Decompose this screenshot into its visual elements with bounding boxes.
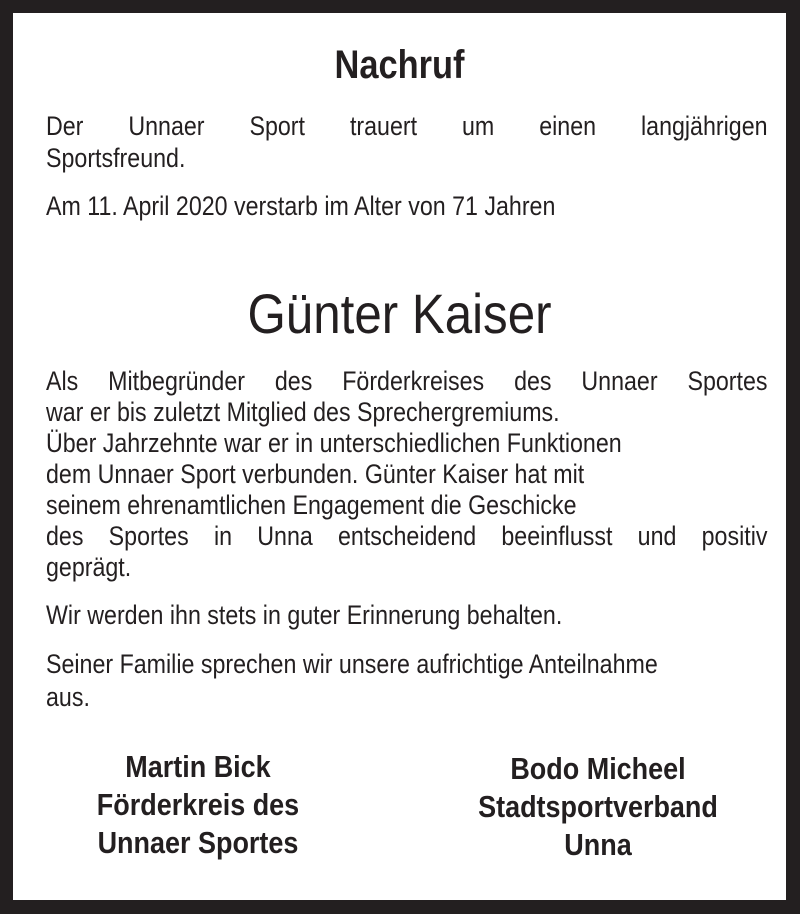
intro-line-1 [46, 113, 768, 140]
obituary-title: Nachruf [334, 43, 465, 87]
word: entscheidend [338, 521, 477, 551]
word: um [462, 111, 495, 141]
word: positiv [701, 521, 768, 551]
word: Sportes [687, 366, 768, 396]
word: des [514, 366, 552, 396]
tribute-line-2: war er bis zuletzt Mitglied des Sprechergremiums. [46, 397, 560, 427]
word: Förderkreises [342, 366, 485, 396]
signatory-org-line-1: Stadtsportverband [478, 789, 718, 824]
obituary-frame [13, 13, 786, 900]
signatory-name: Martin Bick [125, 749, 271, 784]
tribute-line-7: geprägt. [46, 552, 132, 582]
word: des [46, 521, 84, 551]
signatory-right [468, 750, 729, 864]
word: Unnaer [581, 366, 658, 396]
word: trauert [349, 111, 418, 141]
tribute-line-1 [46, 368, 768, 395]
condolence-line-1: Seiner Familie sprechen wir unsere aufrichtige Anteilnahme [46, 649, 658, 679]
word: langjährigen [640, 111, 768, 141]
condolence-line-2: aus. [46, 682, 90, 712]
intro-line-2: Sportsfreund. [46, 143, 186, 173]
tribute-line-4: dem Unnaer Sport verbunden. Günter Kaiser hat mit [46, 459, 585, 489]
word: einen [539, 111, 597, 141]
death-notice: Am 11. April 2020 verstarb im Alter von 71 Jahren [46, 191, 556, 221]
signatory-left [68, 748, 329, 862]
word: Unnaer [128, 111, 205, 141]
word: beeinflusst [501, 521, 613, 551]
word: Mitbegründer [108, 366, 245, 396]
tribute-line-3: Über Jahrzehnte war er in unterschiedlichen Funktionen [46, 428, 622, 458]
signatory-org-line-2: Unnaer Sportes [97, 825, 299, 860]
word: Unna [257, 521, 313, 551]
word: Als [46, 366, 79, 396]
tribute-line-6 [46, 523, 768, 550]
tribute-line-5: seinem ehrenamtlichen Engagement die Geschicke [46, 490, 577, 520]
signatory-name: Bodo Micheel [510, 751, 686, 786]
word: des [274, 366, 313, 396]
deceased-name: Günter Kaiser [247, 282, 552, 345]
word: Der [46, 111, 84, 141]
signatory-org-line-2: Unna [564, 827, 632, 862]
word: Sportes [108, 521, 189, 551]
word: Sport [249, 111, 305, 141]
word: in [213, 521, 233, 551]
remembrance-line: Wir werden ihn stets in guter Erinnerung behalten. [46, 600, 563, 630]
signatory-org-line-1: Förderkreis des [96, 787, 300, 822]
word: und [637, 521, 677, 551]
